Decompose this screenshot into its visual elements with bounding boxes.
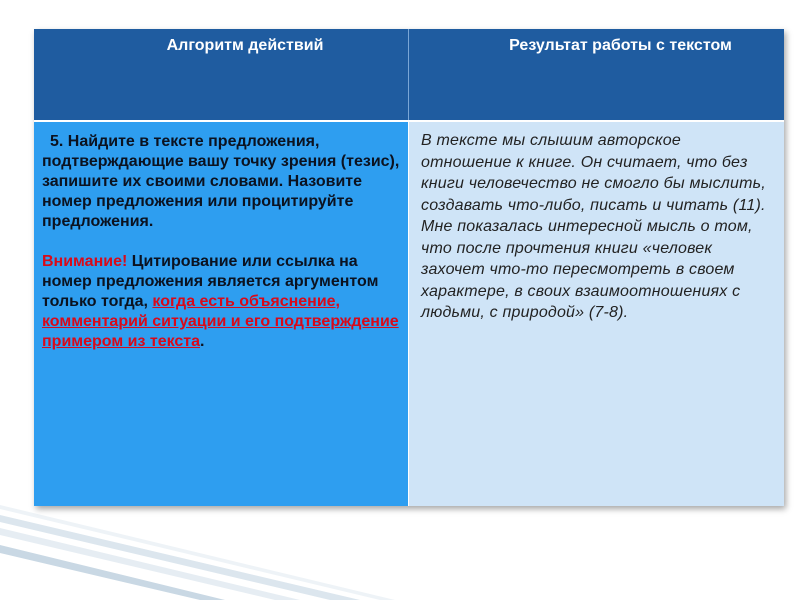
result-paragraph-1: В тексте мы слышим авторское отношение к книге. Он считает, что без книги человечество не смогло бы мыслить, создавать что-либо, писать и читать (11). xyxy=(421,132,766,214)
algorithm-cell xyxy=(34,122,409,506)
warning-underlined: когда есть объяснение, комментарий ситуации и его подтверждение примером из текста xyxy=(42,293,399,350)
warning-label: Внимание! xyxy=(42,253,128,270)
header-right-label: Результат работы с текстом xyxy=(509,37,732,54)
step-text: 5. Найдите в тексте предложения, подтверждающие вашу точку зрения (тезис), запишите их своими словами. Назовите номер предложения или процитируйте предложения. xyxy=(42,133,400,230)
result-cell xyxy=(409,122,785,506)
warning-text: Внимание! Цитирование или ссылка на номер предложения является аргументом только тогда, когда есть объяснение, комментарий ситуации и его подтверждение примером из текста. xyxy=(42,253,399,350)
header-algorithm xyxy=(34,29,409,120)
table-header-row xyxy=(34,29,784,120)
header-result xyxy=(409,29,785,120)
result-paragraph-2: Мне показалась интересной мысль о том, что после прочтения книги «человек захочет что-то пересмотреть в своем характере, в своих взаимоотношениях с людьми, с природой» (7-8). xyxy=(421,218,753,321)
header-left-label: Алгоритм действий xyxy=(166,37,324,54)
algorithm-table xyxy=(34,29,784,506)
table-body-row xyxy=(34,122,784,506)
